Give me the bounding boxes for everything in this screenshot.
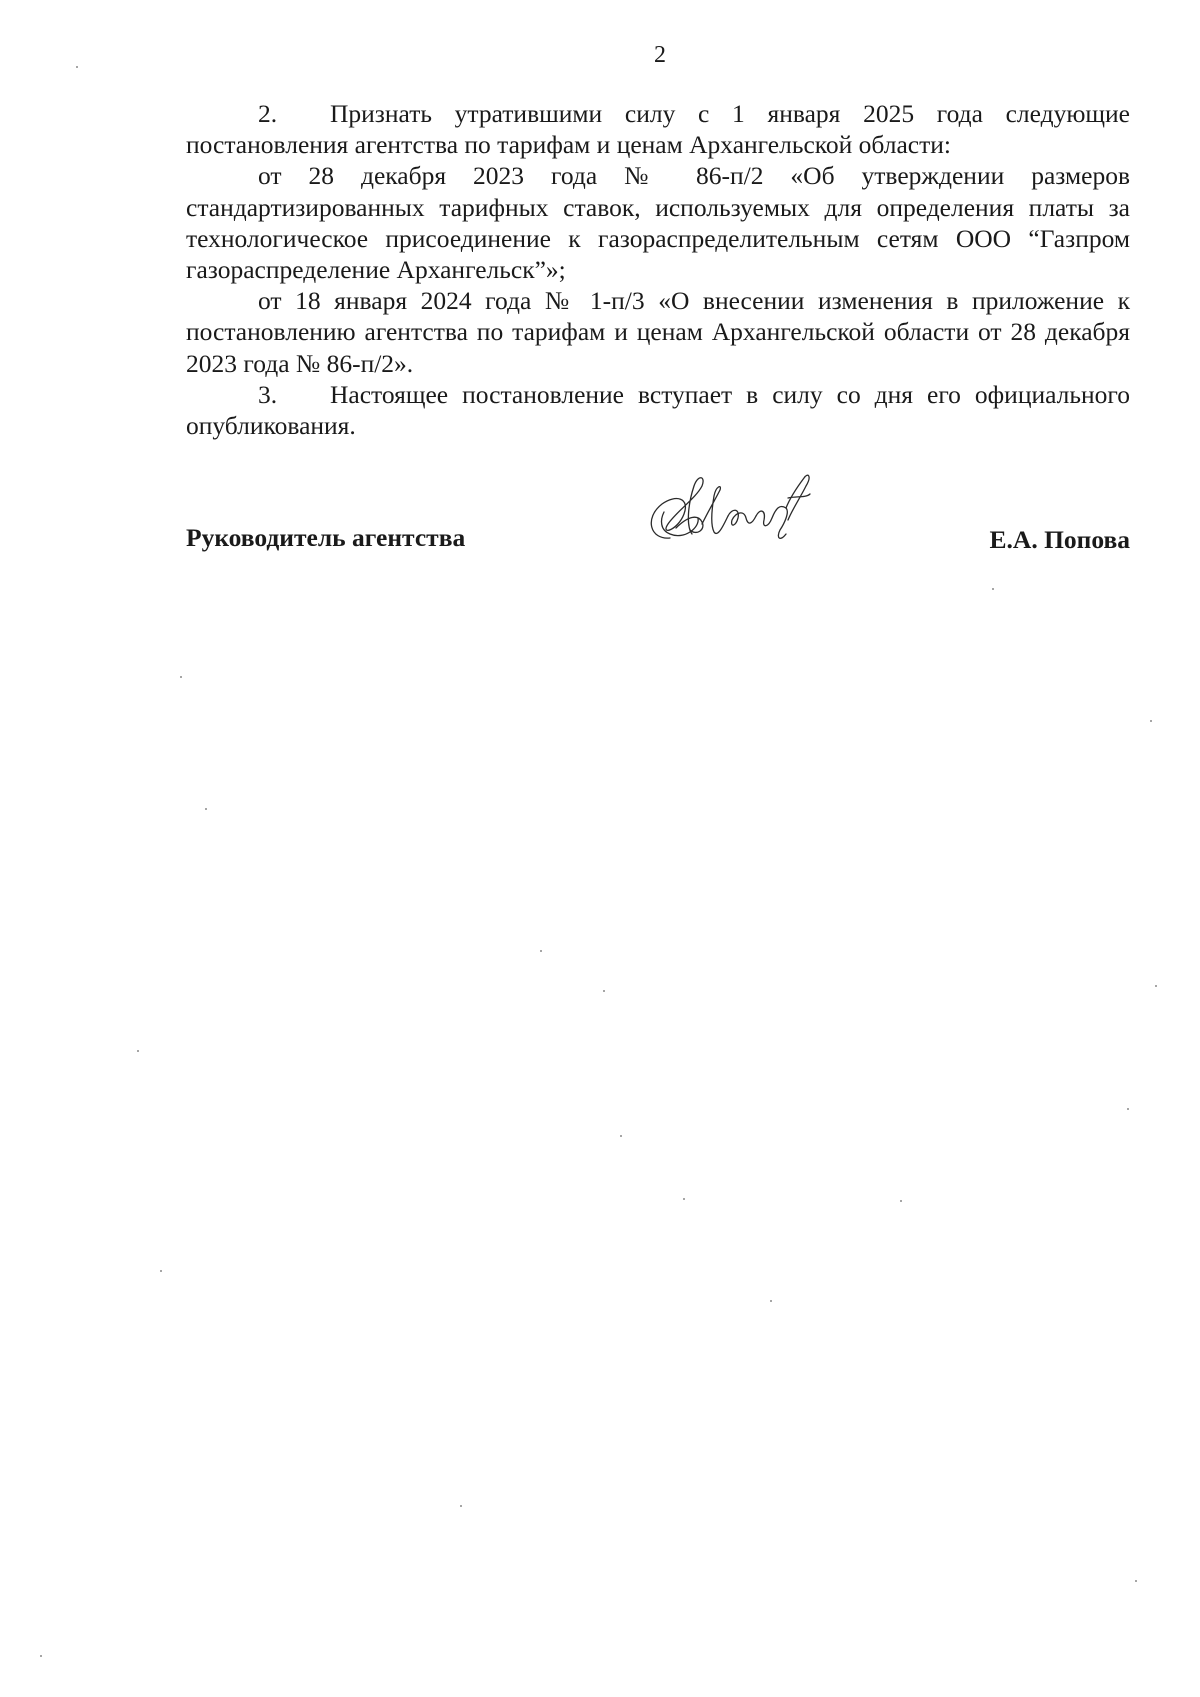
scan-speck <box>1150 720 1152 722</box>
scan-speck <box>137 1050 139 1052</box>
paragraph-repeal-item-2: от 18 января 2024 года № 1-п/3 «О внесении изменения в приложение к постановлению агентства по тарифам и ценам Архангельской области от 28 декабря 2023 года № 86-п/2». <box>186 286 1130 378</box>
paragraph-number: 2. <box>258 99 278 128</box>
scan-speck <box>770 1300 772 1302</box>
scan-speck <box>683 1198 685 1200</box>
scan-speck <box>76 66 78 68</box>
scan-speck <box>540 950 542 952</box>
paragraph-3 <box>186 379 1130 441</box>
paragraph-2 <box>186 98 1130 160</box>
page-number: 2 <box>654 42 666 68</box>
signatory-name: Е.А. Попова <box>989 525 1130 554</box>
paragraph-number: 3. <box>258 379 278 409</box>
paragraph-text: Настоящее постановление вступает в силу со дня его официального опубликования. <box>186 379 1130 441</box>
scan-speck <box>603 990 605 992</box>
scan-speck <box>460 1505 462 1507</box>
signatory-title: Руководитель агентства <box>186 523 466 552</box>
scan-speck <box>992 588 994 590</box>
scan-speck <box>180 676 182 678</box>
scan-speck <box>1155 985 1157 987</box>
scan-speck <box>40 1655 42 1657</box>
scan-speck <box>160 1270 162 1272</box>
handwritten-signature <box>640 468 840 558</box>
scan-speck <box>1127 1108 1129 1110</box>
paragraph-text: Признать утратившими силу с 1 января 2025 года следующие постановления агентства по тарифам и ценам Архангельской области: <box>186 99 1130 160</box>
scan-speck <box>1135 1580 1137 1582</box>
scan-speck <box>900 1200 902 1202</box>
scan-speck <box>620 1135 622 1137</box>
scan-speck <box>205 808 207 810</box>
paragraph-repeal-item-1: от 28 декабря 2023 года № 86-п/2 «Об утверждении размеров стандартизированных тарифных ставок, используемых для определения платы за технологическое присоединение к газораспределительным сетям ООО “Газпром газораспределение Архангельск”»; <box>186 161 1130 285</box>
document-body <box>186 98 1130 441</box>
